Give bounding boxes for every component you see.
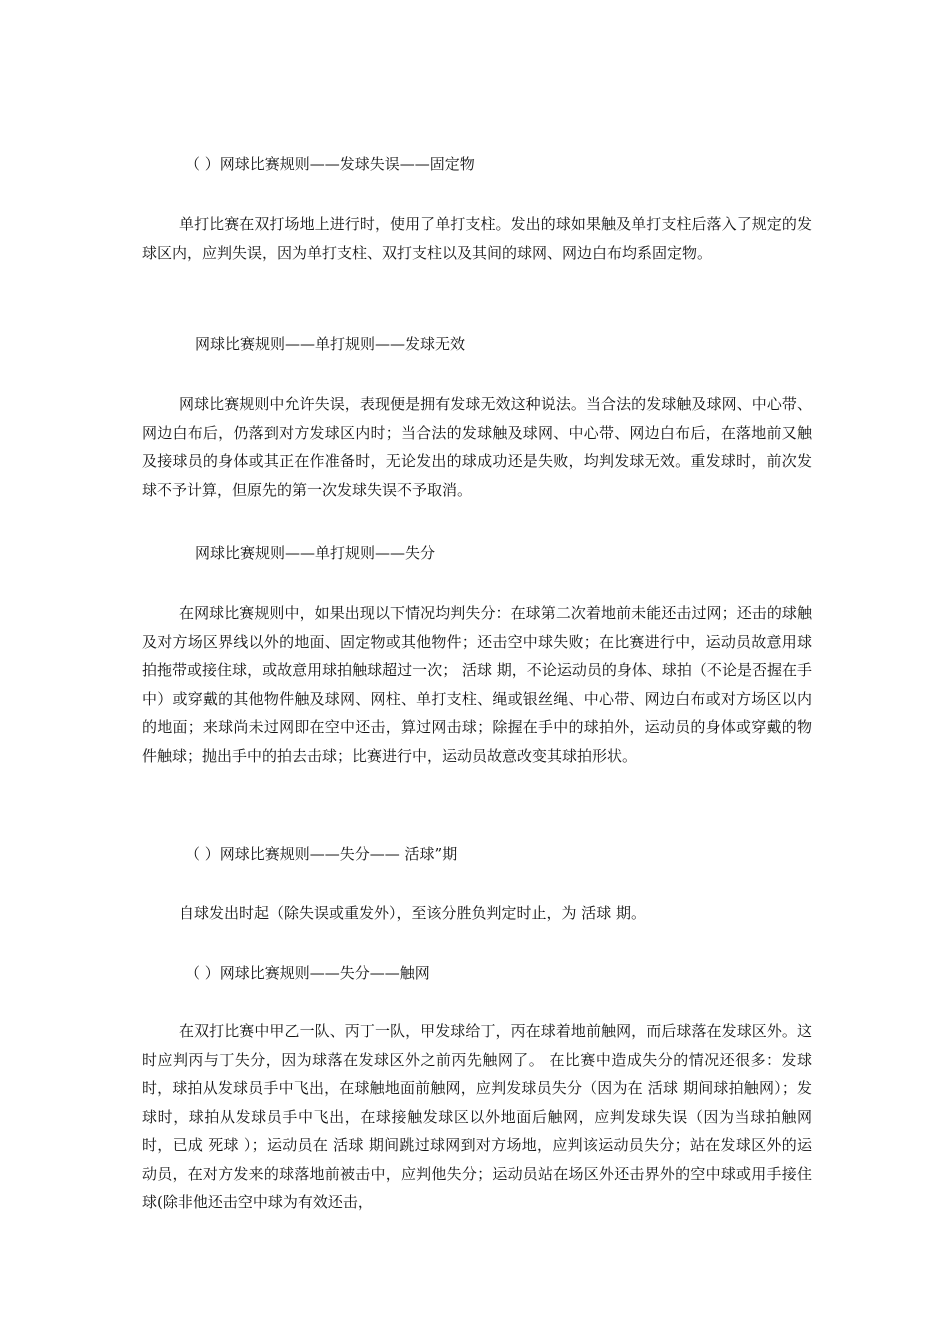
section-body-4: 自球发出时起（除失误或重发外），至该分胜负判定时止，为 活球 期。: [179, 904, 647, 922]
section-heading-4: （ ）网球比赛规则——失分—— 活球”期: [185, 845, 458, 863]
section-body-1: 单打比赛在双打场地上进行时，使用了单打支柱。发出的球如果触及单打支柱后落入了规定的发球区内，应判失误，因为单打支柱、双打支柱以及其间的球网、网边白布均系固定物。: [142, 215, 812, 262]
section-body-3: 在网球比赛规则中，如果出现以下情况均判失分：在球第二次着地前未能还击过网；还击的球触及对方场区界线以外的地面、固定物或其他物件；还击空中球失败；在比赛进行中，运动员故意用球拍拖带或接住球，或故意用球拍触球超过一次； 活球 期，不论运动员的身体、球拍（不论是否握在手中）或穿戴的其他物件触及球网、网柱、单打支柱、绳或银丝绳、中心带、网边白布或对方场区以内的地面；来球尚未过网即在空中还击，算过网击球；除握在手中的球拍外，运动员的身体或穿戴的物件触球；抛出手中的拍去击球；比赛进行中，运动员故意改变其球拍形状。: [142, 604, 812, 765]
section-heading-3: 网球比赛规则——单打规则——失分: [195, 544, 436, 562]
section-heading-1: （ ）网球比赛规则——发球失误——固定物: [185, 155, 475, 173]
section-heading-5: （ ）网球比赛规则——失分——触网: [185, 964, 430, 982]
section-body-5: 在双打比赛中甲乙一队、丙丁一队，甲发球给丁，丙在球着地前触网，而后球落在发球区外。这时应判丙与丁失分，因为球落在发球区外之前丙先触网了。 在比赛中造成失分的情况还很多：发球时，球拍从发球员手中飞出，在球触地面前触网，应判发球员失分（因为在 活球 期间球拍触网）；发球时，球拍从发球员手中飞出，在球接触发球区以外地面后触网，应判发球失误（因为当球拍触网时，已成 死球 ）；运动员在 活球 期间跳过球网到对方场地，应判该运动员失分；站在发球区外的运动员，在对方发来的球落地前被击中，应判他失分；运动员站在场区外还击界外的空中球或用手接住球(除非他还击空中球为有效还击，: [142, 1022, 812, 1211]
section-heading-2: 网球比赛规则——单打规则——发球无效: [195, 335, 466, 353]
section-body-2: 网球比赛规则中允许失误，表现便是拥有发球无效这种说法。当合法的发球触及球网、中心带、网边白布后，仍落到对方发球区内时；当合法的发球触及球网、中心带、网边白布后，在落地前又触及接球员的身体或其正在作准备时，无论发出的球成功还是失败，均判发球无效。重发球时，前次发球不予计算，但原先的第一次发球失误不予取消。: [142, 395, 812, 499]
